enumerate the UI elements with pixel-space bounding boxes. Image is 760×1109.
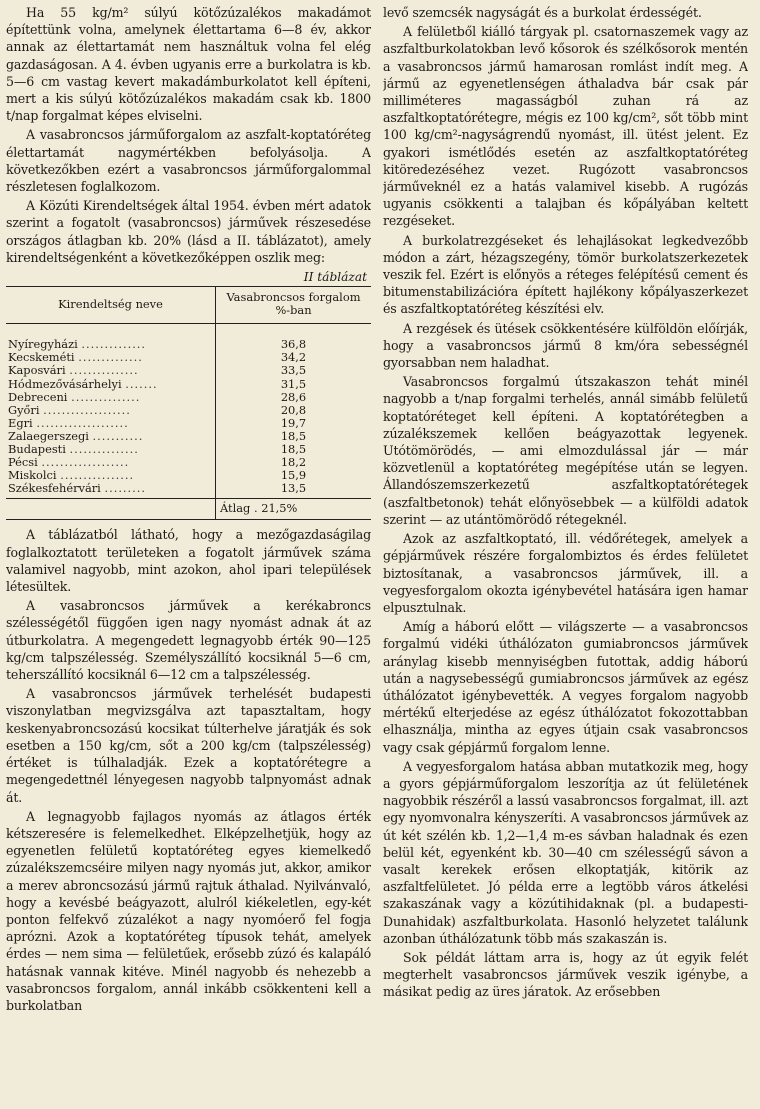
table-row: [6, 364, 371, 377]
paragraph: Amíg a háború előtt — világszerte — a vasabroncsos forgalmú vidéki úthálózaton gumiabroncsos járművek aránylag kisebb mennyiségben futottak, addig háború után a nagysebességű gumiabroncsos járművek az egész úthálózatot igénybevették. A vegyes forgalom nagyobb mértékű elterjedése az egész úthálózatot fokozottabban elhasználja, mintha az egyes útjain csak vasabroncsos vagy csak gépjármű forgalom lenne.: [383, 619, 748, 755]
district-name: Győri: [8, 403, 40, 417]
district-name: Zalaegerszegi: [8, 429, 89, 443]
table-row: [6, 430, 371, 443]
district-value: 31,5: [216, 378, 372, 391]
paragraph: Sok példát láttam arra is, hogy az út egyik felét megterhelt vasabroncsos járművek veszik igénybe, a másikat pedig az üres járatok. Az erősebben: [383, 949, 748, 1000]
district-value: 19,7: [216, 417, 372, 430]
table-row: [6, 391, 371, 404]
district-value: 33,5: [216, 364, 372, 377]
district-value: 18,2: [216, 456, 372, 469]
right-column: [383, 4, 748, 1109]
leader-dots: .........: [104, 482, 147, 496]
district-name: Hódmezővásárhelyi: [8, 377, 122, 391]
table-row: [6, 482, 371, 499]
paragraph: A legnagyobb fajlagos nyomás az átlagos érték kétszeresére is felemelkedhet. Elképzelhetjük, hogy az egyenetlen felületű koptatóréteg egyes kiemelkedő zúzalékszemcséire milyen nagy nyomás jut, akkor, amikor a merev abroncsozású jármű rajtuk áthalad. Nyilvánvaló, hogy a kevésbé beágyazott, alulról kiékeletlen, egy-két ponton felfekvő zúzalékot a nagy nyomóerő fel fogja aprózni. Azok a koptatóréteg típusok tehát, amelyek érdes — nem sima — felületűek, erősebb zúzó és kalapáló hatásnak vannak kitéve. Minél nagyobb és nehezebb a vasabroncsos forgalom, annál inkább csökkenteni kell a burkolatban: [6, 808, 371, 1013]
leader-dots: .......: [125, 377, 158, 391]
paragraph: A vasabroncsos járművek terhelését budapesti viszonylatban megvizsgálva azt tapasztaltam, hogy keskenyabroncsozású kocsikat túlterhelve járatják és sok esetben a 150 kg/cm, sőt a 200 kg/cm (talpszélesség) értéket is túlhaladják. Ezek a koptatórétegre a megengedettnél lényegesen nagyobb talpnyomást adnak át.: [6, 686, 371, 805]
paragraph: Ha 55 kg/m² súlyú kötőzúzalékos makadámot építettünk volna, amelynek élettartama 6—8 év, akkor annak az élettartamát nem használtuk volna fel elég gazdaságosan. A 4. évben ugyanis erre a burkolatra is kb. 5—6 cm vastag kevert makadámburkolatot kell építeni, mert a kis súlyú kötőzúzalékos makadám csak kb. 1800 t/nap forgalmat képes elviselni.: [6, 5, 371, 124]
district-value: 36,8: [216, 324, 372, 352]
paragraph: A táblázatból látható, hogy a mezőgazdaságilag foglalkoztatott területeken a fogatolt járművek száma valamivel nagyobb, mint azokon, ahol ipari települések létesültek.: [6, 527, 371, 595]
district-table: [6, 286, 371, 520]
paragraph: A vasabroncsos járművek a kerékabroncs szélességétől függően igen nagy nyomást adnak át az útburkolatra. A megengedett legnagyobb érték 90—125 kg/cm talpszélesség. Személyszállító kocsiknál 5—6 cm, teherszállító kocsiknál 6—12 cm a talpszélesség.: [6, 598, 371, 683]
table-row: [6, 378, 371, 391]
district-value: 18,5: [216, 430, 372, 443]
district-name: Kecskeméti: [8, 351, 75, 365]
district-name: Székesfehérvári: [8, 482, 101, 496]
left-column: [6, 4, 371, 1109]
district-value: 20,8: [216, 404, 372, 417]
paragraph: Vasabroncsos forgalmú útszakaszon tehát minél nagyobb a t/nap forgalmi terhelés, annál simább felületű koptatóréteget kell építeni. A koptatórétegben a zúzalékszemek kellően beágyazottak legyenek. Utótömörödés, — ami elmozdulással jár — már közvetlenül a koptatóréteg megépítése után se legyen. Állandószemszerkezetű aszfaltkoptatórétegek (aszfaltbetonok) tehát előnyösebbek — a külföldi adatok szerint — az utántömörödő rétegeknél.: [383, 374, 748, 527]
district-name: Egri: [8, 416, 33, 430]
table-row: [6, 404, 371, 417]
paragraph: A Közúti Kirendeltségek által 1954. évben mért adatok szerint a fogatolt (vasabroncsos) járművek részesedése országos átlagban kb. 20% (lásd a II. táblázatot), amely kirendeltségenként a következőképpen oszlik meg:: [6, 198, 371, 265]
district-name: Miskolci: [8, 469, 57, 483]
table-header-value: Vasabroncsos forgalom %-ban: [216, 287, 372, 324]
district-name: Budapesti: [8, 442, 66, 456]
paragraph: levő szemcsék nagyságát és a burkolat érdességét.: [383, 5, 702, 20]
table-header-name: Kirendeltség neve: [6, 287, 216, 324]
table-average-row: [6, 499, 371, 520]
district-name: Pécsi: [8, 456, 38, 470]
leader-dots: ...............: [71, 390, 141, 404]
paragraph: Azok az aszfaltkoptató, ill. védőrétegek, amelyek a gépjárművek részére forgalombiztos és érdes felületet biztosítanak, a vasabroncsos járművek, ill. a vegyesforgalom okozta igénybevétel hatására igen hamar elpusztulnak.: [383, 531, 748, 615]
leader-dots: ...............: [69, 364, 139, 378]
table-caption: II táblázat: [303, 270, 367, 285]
leader-dots: ...............: [69, 442, 139, 456]
paragraph: A burkolatrezgéseket és lehajlásokat legkedvezőbb módon a zárt, hézagszegény, tömör burkolatszerkezetek veszik fel. Ezért is előnyös a réteges felépítésű cement és bitumenstabilizációra épített hajlékony kőpályaszerkezet és aszfaltkoptatóréteg készítési elv.: [383, 232, 748, 317]
leader-dots: ...................: [41, 456, 130, 470]
paragraph: A rezgések és ütések csökkentésére külföldön előírják, hogy a vasabroncsos jármű 8 km/óra sebességnél gyorsabban nem haladhat.: [383, 320, 748, 371]
paragraph: A vegyesforgalom hatása abban mutatkozik meg, hogy a gyors gépjárműforgalom leszorítja az út felületének nagyobbik részéről a lassú vasabroncsos forgalmat, ill. azt egy nyomvonalra kényszeríti. A vasabroncsos járművek az út két szélén kb. 1,2—1,4 m-es sávban haladnak és ezen belül két, egyenként kb. 30—40 cm szélességű sávon a vasalt kerekek erősen elkoptatják, kitörik az aszfaltfelületet. Jó példa erre a legtöbb város átkelési szakaszának vagy a közútihidaknak (pl. a budapesti-Dunahidak) aszfaltburkolata. Hasonló helyzetet találunk azonban úthálózatunk több más szakaszán is.: [383, 758, 748, 946]
district-name: Nyíregyházi: [8, 337, 78, 352]
table-row: [6, 469, 371, 482]
paragraph: A felületből kiálló tárgyak pl. csatornaszemek vagy az aszfaltburkolatokban levő kősorok és szélkősorok mentén a vasabroncsos jármű hamarosan romlást indít meg. A jármű az egyenetlenségen áthaladva bár csak pár milliméteres magasságból zuhan rá az aszfaltkoptatórétegre, mégis ez 100 kg/cm², sőt több mint 100 kg/cm²-nagyságrendű nyomást, ill. ütést jelent. Ez gyakori ismétlődés esetén az aszfaltkoptatóréteg kitöredezéséhez vezet. Rugózott vasabroncsos járműveknél ez a hatás valamivel kisebb. A rugózás ugyanis csökkenti a talajban és kőpályában keltett rezgéseket.: [383, 24, 748, 229]
leader-dots: ..............: [78, 351, 143, 365]
district-name: Debreceni: [8, 390, 68, 404]
table-row: [6, 351, 371, 364]
table-row: [6, 417, 371, 430]
paragraph: A vasabroncsos járműforgalom az aszfalt-koptatóréteg élettartamát nagymértékben befolyásolja. A következőkben ezért a vasabroncsos járműforgalommal részletesen foglalkozom.: [6, 127, 371, 195]
leader-dots: ..............: [81, 337, 147, 352]
leader-dots: ...........: [92, 429, 144, 443]
leader-dots: ...................: [43, 403, 131, 417]
district-value: 28,6: [216, 391, 372, 404]
leader-dots: ................: [60, 469, 135, 483]
table-row: [6, 456, 371, 469]
district-value: 34,2: [216, 351, 372, 364]
district-value: 13,5: [216, 482, 372, 499]
table-row: [6, 324, 371, 352]
average-value: Átlag . 21,5%: [216, 499, 372, 520]
district-name: Kaposvári: [8, 364, 66, 378]
district-value: 18,5: [216, 443, 372, 456]
leader-dots: ....................: [36, 416, 129, 430]
table-row: [6, 443, 371, 456]
district-value: 15,9: [216, 469, 372, 482]
